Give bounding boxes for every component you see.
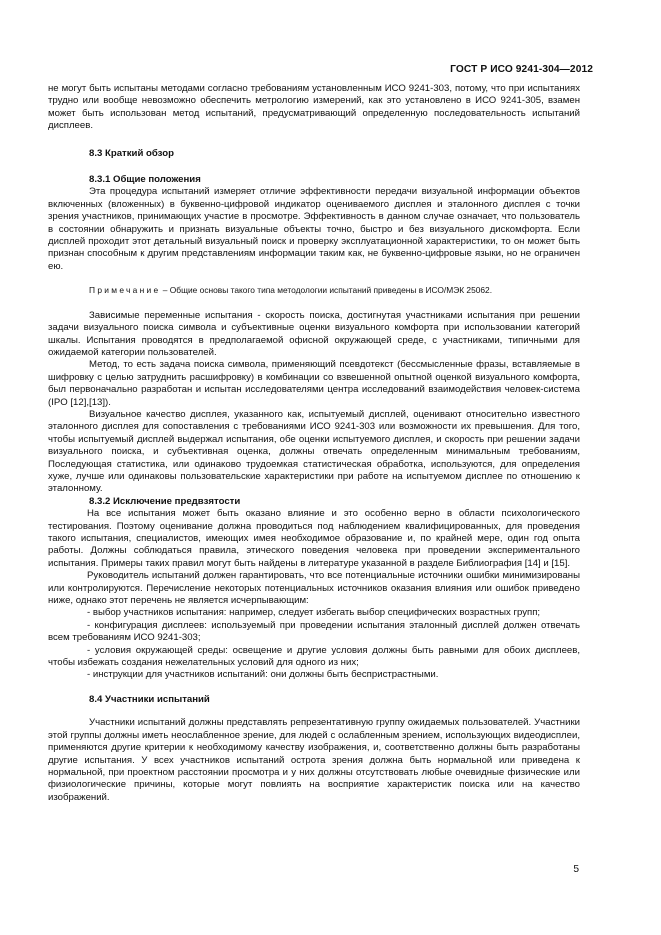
section-heading-8-3-2: 8.3.2 Исключение предвзятости [89,495,241,507]
note-label: Примечание [89,285,161,296]
paragraph-831-b: Зависимые переменные испытания - скорость поиска, достигнутая участниками испытания при решении задачи визуального поиска символа и субъективные оценки визуального комфорта при использовании категорий шкалы. Испытания проводятся в предполагаемой офисной окружающей среде, с участниками, типичными для ожидаемой категории пользователей. [48,309,580,358]
paragraph-832-b: Руководитель испытаний должен гарантировать, что все потенциальные источники ошибки минимизированы или контролируются. Перечисление некоторых потенциальных источников оказания влияния или ошибок приведено ниже, однако этот перечень не является исчерпывающим: [48,570,580,607]
list-item-selection: - выбор участников испытания: например, следует избегать выбор специфических возрастных групп; [87,607,541,619]
paragraph-84: Участники испытаний должны представлять репрезентативную группу ожидаемых пользователей. Участники этой группы должны иметь неослабленное зрение, для людей с ослабленным зрением, использующих видеодисплеи, применяются другие критерии к необходимому качеству изображения, и, соответственно должны быть разработаны другие испытания. У всех участников испытаний острота зрения должна быть нормальной или приведена к нормальной, при проектном расстоянии просмотра и у них должны отсутствовать любые очевидные физические или физиологические причины, которые могут повлиять на восприятие характеристик поиска или на качество изображений. [48,717,580,803]
list-item-instructions: - инструкции для участников испытаний: они должны быть беспристрастными. [87,669,439,681]
standard-header: ГОСТ Р ИСО 9241-304—2012 [450,64,593,75]
paragraph-832-a: На все испытания может быть оказано влияние и это особенно верно в области психологического тестирования. Поэтому оценивание должна проводиться под наблюдением квалифицированных, для проведения такого испытания, специалистов, имеющих имея необходимое образование и, по крайней мере, один год опыта работы. Должны соблюдаться правила, этического поведения человека при проведении экспериментального испытания. Примеры таких правил могут быть найдены в литературе указанной в разделе Библиография [14] и [15]. [48,508,580,569]
section-heading-8-3-1: 8.3.1 Общие положения [89,174,201,186]
note-paragraph [48,284,580,296]
list-item-environment: - условия окружающей среды: освещение и другие условия должны быть равными для обоих дисплеев, чтобы избежать создания нежелательных условий для одного из них; [48,644,580,669]
intro-paragraph: не могут быть испытаны методами согласно требованиям установленным ИСО 9241-303, потому, что при испытаниях трудно или вообще невозможно обеспечить метрологию измерений, как это установлено в ИСО 9241-305, взамен может быть использован метод испытаний, предусматривающий определенную последовательность испытаний дисплеев. [48,83,580,132]
document-body [48,83,580,804]
section-heading-8-3: 8.3 Краткий обзор [89,147,174,159]
paragraph-831-a: Эта процедура испытаний измеряет отличие эффективности передачи визуальной информации объектов включенных (вложенных) в буквенно-цифровой индикатор оцениваемого дисплея и эталонного дисплея с точки зрения участников, принимающих участие в просмотре. Эффективность в данном случае означает, что пользователь в состоянии обнаружить и признать визуальные объекты точно, быстро и без визуального дискомфорта. Если дисплей проходит этот детальный визуальный поиск и проверку эксплуатационной характеристики, то он может быть признан способным к другим представлениям информации таким как, не буквенно-цифровые языки, но не ограничен ею. [48,186,580,272]
page-number: 5 [573,864,579,875]
paragraph-831-c: Метод, то есть задача поиска символа, применяющий псевдотекст (бессмысленные фразы, вставляемые в шифровку с целью затруднить расшифровку) в комбинации со взвешенной опытной оценкой визуального комфорта, был первоначально разработан и испытан исследователями центра исследований взаимодействия человек-система (IPO [12],[13]). [48,359,580,408]
list-item-configuration: - конфигурация дисплеев: используемый при проведении испытания эталонный дисплей должен отвечать всем требованиям ИСО 9241-303; [48,619,580,644]
note-text: – Общие основы такого типа методологии испытаний приведены в ИСО/МЭК 25062. [160,285,493,296]
section-heading-8-4: 8.4 Участники испытаний [89,693,210,705]
paragraph-831-d: Визуальное качество дисплея, указанного как, испытуемый дисплей, оценивают относительно известного эталонного дисплея для сопоставления с требованиями ИСО 9241-303 или возможности их превышения. Для того, чтобы испытуемый дисплей выдержал испытания, обе оценки испытуемого дисплея, и скорость при решении задачи визуального поиска, и субъективная оценка, должны отвечать определенным минимальным требованиям, Последующая статистика, или одинаково трудоемкая статистическая обработка, используются, для определения хуже, лучше или одинаковы пользовательские характеристики при работе на испытуемом дисплее по отношению к эталонному. [48,408,580,495]
